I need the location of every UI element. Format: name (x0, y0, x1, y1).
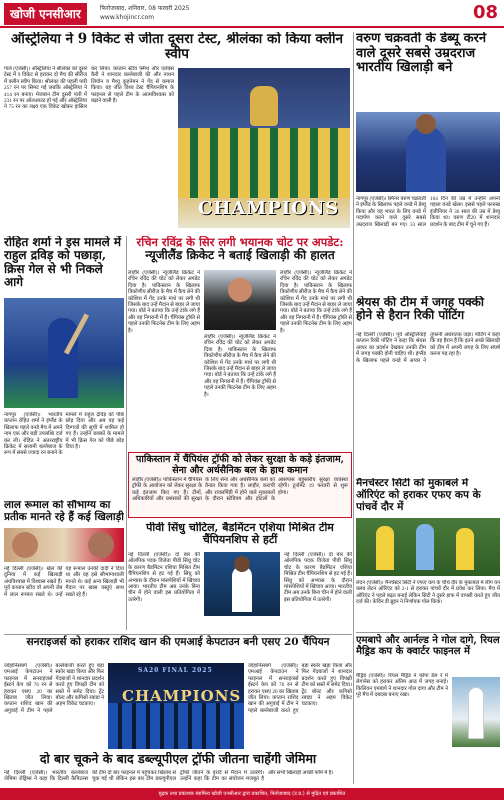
real-madrid-photo (452, 677, 500, 747)
story-jemimah (4, 752, 352, 786)
story-mancity-headline: मैनचेस्टर सिटी को मुकाबले में ऑरिएंट को हराकर एफए कप के पांचवें दौर में (356, 478, 481, 513)
player-face-icon (12, 532, 38, 558)
story-red-handkerchief (4, 500, 124, 630)
story-sindhu (128, 522, 352, 630)
story-rachin-body-left: लाहौर (एजेंसी)। न्यूजीलैंड क्रिकेट ने रचिन रविंद्र की चोट को लेकर अपडेट दिया है। पाकिस्तान के खिलाफ त्रिकोणीय सीरीज के मैच में कैच लेने की कोशिश में गेंद उनके माथे पर लगी थी जिसके बाद उन्हें मैदान से बाहर ले जाया गया। बोर्ड ने बताया कि उन्हें टांके लगे हैं और वह निगरानी में हैं। चैंपियंस ट्रॉफी से पहले उनकी फिटनेस टीम के लिए अहम है। (128, 270, 200, 334)
batsman-figure (48, 318, 78, 398)
football-photo (356, 518, 500, 576)
story-sa20-headline: सनराइजर्स को हराकर राशिद खान की एमआई केपटाउन बनी एसए 20 चैंपियन (26, 636, 330, 648)
story-handkerchief-body: नई दिल्ली (एजेंसी)। खेल की दुनिया में कई खिलाड़ी अंधविश्वास में विश्वास रखते हैं। पूर्व कप्तान स्टीव वॉ अपनी जेब में लाल रूमाल रखते थे। उन्हें यह रूमाल उनकी दादी ने दिया था और वह इसे सौभाग्यशाली मानते थे। कई अन्य खिलाड़ी भी मैदान पर खास वस्तुएं साथ रखते रहे हैं। (4, 566, 124, 598)
story-realmadrid-headline: एमबापे और आर्नल्ड ने गोल दागे, रियल मैड्रिड कप के क्वार्टर फाइनल में (356, 635, 500, 658)
sa20-champions-banner: CHAMPIONS (122, 687, 242, 705)
player-yellow-2 (456, 528, 474, 570)
story-rachin-body-mid: लाहौर (एजेंसी)। न्यूजीलैंड क्रिकेट ने रचिन रविंद्र की चोट को लेकर अपडेट दिया है। पाकिस्तान के खिलाफ त्रिकोणीय सीरीज के मैच में कैच लेने की कोशिश में गेंद उनके माथे पर लगी थी जिसके बाद उन्हें मैदान से बाहर ले जाया गया। बोर्ड ने बताया कि उन्हें टांके लगे हैं और वह निगरानी में हैं। चैंपियंस ट्रॉफी से पहले उनकी फिटनेस टीम के लिए अहम है। (204, 334, 276, 398)
story-australia (4, 32, 350, 232)
story-rohit-headline: रोहित शर्मा ने इस मामले में राहुल द्रविड़ को पछाड़ा, क्रिस गेल से भी निकले आगे (4, 236, 122, 290)
champions-banner: CHAMPIONS (198, 198, 340, 219)
story-sa20 (4, 634, 352, 750)
story-varun-body: नागपुर (एजेंसी)। स्पिनर वरुण चक्रवर्ती ने इंग्लैंड के खिलाफ पहले वनडे में डेब्यू किया और वह भारत के लिए वनडे में पदार्पण करने वाले दूसरे सबसे उम्रदराज खिलाड़ी बन गए। 33 साल 164 दिन की उम्र में उन्होंने अपना पहला वनडे खेला। इससे पहले फारुख इंजीनियर ने 36 साल की उम्र में डेब्यू किया था। वरुण टी20 में शानदार प्रदर्शन के बाद टीम में चुने गए हैं। (356, 196, 500, 228)
column-rule (126, 236, 127, 630)
player-yellow (376, 526, 394, 570)
shuttler-figure (232, 566, 252, 612)
brand-logo: खोजी एनसीआर (4, 3, 87, 25)
story-man-city (356, 478, 500, 628)
story-sa20-body-right: जोहानिसबर्ग (एजेंसी)। एमआई केपटाउन ने फाइनल में सनराइजर्स ईस्टर्न केप को 76 रन से हराकर एसए 20 का खिताब जीत लिया। कप्तान राशिद खान की अगुवाई में टीम ने पहले बल्लेबाजी करते हुए बड़ा स्कोर खड़ा किया और फिर गेंदबाजों ने शानदार प्रदर्शन करते हुए विपक्षी टीम को सस्ते में समेट दिया। ट्रेंट बोल्ट और कगिसो रबाडा ने अहम विकेट चटकाए। (248, 663, 352, 714)
story-shreyas-headline: श्रेयस की टीम में जगह पक्की होने से हैरान रिकी पोंटिंग (356, 296, 485, 323)
player-blue (416, 524, 434, 570)
story-australia-body: गाले (एजेंसी)। ऑस्ट्रेलिया ने श्रीलंका को दूसरे टेस्ट में 9 विकेट से हराकर दो मैच की सीरीज में क्लीन स्वीप किया। श्रीलंका की पहली पारी 257 रन पर सिमट गई जबकि ऑस्ट्रेलिया ने 414 रन बनाए। मेजबान टीम दूसरी पारी में 231 रन पर ऑलआउट हो गई और ऑस्ट्रेलिया ने 75 रन का लक्ष्य एक विकेट खोकर हासिल कर लिया। कप्तान स्टीव स्मिथ और एलेक्स कैरी ने शानदार बल्लेबाजी की और नाथन लियोन व मैथ्यू कुहनेमन ने गेंद से कमाल किया। यह जीत विश्व टेस्ट चैंपियनशिप के फाइनल से पहले टीम के आत्मविश्वास को बढ़ाने वाली है। (4, 66, 174, 111)
injured-player (228, 278, 252, 302)
varun-photo (356, 112, 500, 192)
story-rohit (4, 236, 124, 496)
sa20-final-caption: SA20 FINAL 2025 (138, 667, 213, 674)
story-australia-headline: ऑस्ट्रेलिया ने 9 विकेट से जीता दूसरा टेस्ट, श्रीलंका को किया क्लीन स्वीप (11, 32, 343, 63)
story-varun-headline: वरुण चक्रवर्ती के डेब्यू करने वाले दूसरे सबसे उम्रदराज भारतीय खिलाड़ी बने (356, 32, 487, 76)
australia-team-photo (178, 68, 350, 228)
story-rachin-kicker: रचिन रविंद्र के सिर लगी भयानक चोट पर अपडेट: (136, 236, 344, 249)
sa20-players (108, 703, 244, 749)
story-pakistan-headline: पाकिस्तान में चैंपियंस ट्रॉफी को लेकर सुरक्षा के कड़े इंतजाम, सेना और अर्धसैनिक बल के हाथ कमान (136, 454, 344, 476)
story-varun (356, 32, 500, 292)
story-realmadrid-body: मैड्रिड (एजेंसी)। रियल मैड्रिड ने कोपा डेल रे में लेगानेस को हराकर अंतिम आठ में जगह बनाई। किलियन एमबापे ने शानदार गोल दागा और टीम ने पूरे मैच में दबदबा बनाए रखा। (356, 673, 448, 699)
sa20-champions-photo (108, 663, 244, 749)
issue-date: फिरोजाबाद, शनिवार, 08 फरवरी 2025 (100, 5, 190, 12)
story-sindhu-body-right: नई दिल्ली (एजेंसी)। दो बार की ओलंपिक पदक विजेता पीवी सिंधु चोट के कारण बैडमिंटन एशिया मिश्रित टीम चैंपियनशिप से हट गई हैं। सिंधु को अभ्यास के दौरान मांसपेशियों में खिंचाव आया। भारतीय टीम अब उनके बिना चीन में होने वाली इस प्रतियोगिता में उतरेगी। (284, 552, 352, 603)
rohit-photo (4, 298, 124, 408)
story-jemimah-body: नई दिल्ली (एजेंसी)। भारतीय बल्लेबाज जेमिमा रोड्रिग्स ने कहा कि दिल्ली कैपिटल्स की टीम दो बार फाइनल में पहुंचकर खिताब से चूक गई थी लेकिन इस बार टीम डब्ल्यूपीएल ट्रॉफी जीतने के इरादे से मैदान में उतरेगी। उन्होंने कहा कि टीम का संयोजन मजबूत है और सभी खिलाड़ी अच्छी फॉर्म में हैं। (4, 770, 334, 783)
handkerchief-photo (4, 528, 124, 562)
story-real-madrid (356, 632, 500, 784)
player-white (468, 687, 484, 739)
players-silhouette (178, 128, 350, 198)
story-pakistan-security (128, 452, 352, 518)
masthead (0, 0, 504, 28)
story-rachin-body-right: लाहौर (एजेंसी)। न्यूजीलैंड क्रिकेट ने रचिन रविंद्र की चोट को लेकर अपडेट दिया है। पाकिस्तान के खिलाफ त्रिकोणीय सीरीज के मैच में कैच लेने की कोशिश में गेंद उनके माथे पर लगी थी जिसके बाद उन्हें मैदान से बाहर ले जाया गया। बोर्ड ने बताया कि उन्हें टांके लगे हैं और वह निगरानी में हैं। चैंपियंस ट्रॉफी से पहले उनकी फिटनेस टीम के लिए अहम है। (280, 270, 352, 334)
story-rachin-headline: न्यूजीलैंड क्रिकेट ने बताई खिलाड़ी की हालत (145, 247, 335, 262)
player-figure (406, 126, 446, 192)
story-rachin (128, 236, 352, 448)
story-sindhu-body: नई दिल्ली (एजेंसी)। दो बार की ओलंपिक पदक विजेता पीवी सिंधु चोट के कारण बैडमिंटन एशिया मिश्रित टीम चैंपियनशिप से हट गई हैं। सिंधु को अभ्यास के दौरान मांसपेशियों में खिंचाव आया। भारतीय टीम अब उनके बिना चीन में होने वाली इस प्रतियोगिता में उतरेगी। (128, 552, 200, 603)
story-mancity-body: लंदन (एजेंसी)। मैनचेस्टर सिटी ने एफए कप के चौथे दौर के मुकाबले में लीग वन क्लब लेटन ओरिएंट को 2-1 से हराकर पांचवें दौर में प्रवेश कर लिया। मैच में ओरिएंट ने पहले बढ़त बनाई लेकिन सिटी ने दूसरे हाफ में वापसी करते हुए जीत दर्ज की। केविन डी ब्रुइन ने निर्णायक गोल किया। (356, 580, 500, 606)
story-handkerchief-headline: लाल रूमाल को सौभाग्य का प्रतीक मानते रहे हैं कई खिलाड़ी (4, 500, 124, 523)
story-sindhu-headline: पीवी सिंधु चोटिल, बैडमिंटन एशिया मिश्रित टीम चैंपियनशिप से हटीं (146, 522, 334, 547)
story-shreyas (356, 296, 500, 474)
trophy-icon (250, 86, 278, 126)
story-shreyas-body: नई दिल्ली (एजेंसी)। पूर्व ऑस्ट्रेलियाई कप्तान रिकी पोंटिंग ने कहा कि श्रेयस अय्यर का प्रदर्शन देखकर उनकी टीम में जगह पक्की होनी चाहिए थी। इंग्लैंड के खिलाफ पहले वनडे में अय्यर ने तूफानी अर्धशतक जड़ा। पोंटिंग ने कहा कि वह हैरान हैं कि इतने अच्छे खिलाड़ी को टीम में अपनी जगह के लिए संघर्ष करना पड़ रहा है। (356, 332, 500, 364)
sindhu-photo (204, 552, 280, 616)
column-rule (353, 32, 354, 784)
footer-imprint: मुद्रक तथा प्रकाशक स्वामित्व खोजी एनसीआर द्वारा प्रकाशित, फिरोजाबाद (उ.प्र.) से मुद्रित एवं प्रकाशित (0, 788, 504, 800)
shuttler-head (234, 556, 250, 572)
story-pakistan-body: लाहौर (एजेंसी)। पाकिस्तान में चैंपियंस ट्रॉफी के आयोजन को लेकर सुरक्षा के कड़े इंतजाम किए गए हैं। टीमों, अधिकारियों और प्रशंसकों की सुरक्षा के लिए सेना और अर्धसैनिक बलों को तैनात किया गया है। लाहौर, कराची और रावलपिंडी में होने वाले मुकाबलों के दौरान स्टेडियम और होटलों के आसपास बहुस्तरीय सुरक्षा व्यवस्था रहेगी। टूर्नामेंट 19 फरवरी से शुरू होगा। (132, 477, 348, 503)
website: www.khojincr.com (100, 14, 155, 21)
player-head (416, 114, 436, 134)
page-number: 08 (472, 2, 498, 23)
rachin-photo (204, 270, 276, 330)
player-face-icon-2 (88, 532, 114, 558)
story-sa20-body: जोहानिसबर्ग (एजेंसी)। एमआई केपटाउन ने फाइनल में सनराइजर्स ईस्टर्न केप को 76 रन से हराकर एसए 20 का खिताब जीत लिया। कप्तान राशिद खान की अगुवाई में टीम ने पहले बल्लेबाजी करते हुए बड़ा स्कोर खड़ा किया और फिर गेंदबाजों ने शानदार प्रदर्शन करते हुए विपक्षी टीम को सस्ते में समेट दिया। ट्रेंट बोल्ट और कगिसो रबाडा ने अहम विकेट चटकाए। (4, 663, 104, 714)
story-jemimah-headline: दो बार चूकने के बाद डब्ल्यूपीएल ट्रॉफी जीतना चाहेंगी जेमिमा (39, 752, 317, 766)
masthead-meta (100, 4, 189, 22)
story-rohit-body: नागपुर (एजेंसी)। भारतीय कप्तान रोहित शर्मा ने इंग्लैंड के खिलाफ पहले वनडे मैच में अपने नाम एक और बड़ी उपलब्धि दर्ज कर ली। रोहित ने अंतरराष्ट्रीय क्रिकेट में सलामी बल्लेबाज के रूप में सबसे ज्यादा रन बनाने के मामले में राहुल द्रविड़ को पीछे छोड़ दिया और अब वह कई दिग्गजों की सूची में शामिल हो गए हैं। उन्होंने छक्कों के मामले में भी क्रिस गेल को पीछे छोड़ दिया है। (4, 412, 124, 457)
